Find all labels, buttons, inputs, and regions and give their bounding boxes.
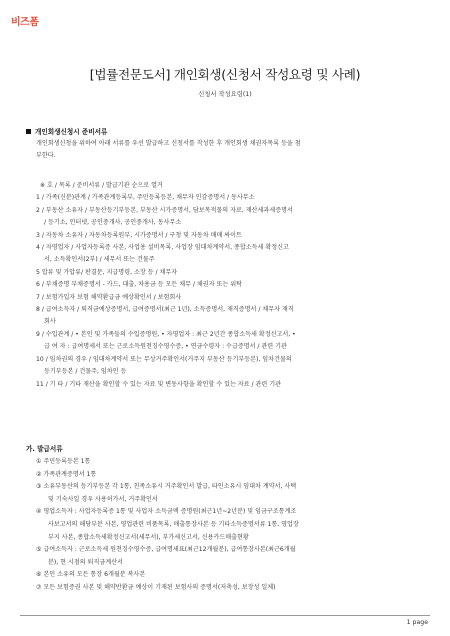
list-item: / 등기소, 인터넷, 공인중개사, 공인중개사, 동사무소 bbox=[44, 219, 182, 227]
list-item: ③ 소유부동산의 등기부등본 각 1통, 친족소유시 거주확인서 발급, 타인소유시 임대차 계약서, 사택 bbox=[36, 483, 297, 491]
list-item: 1 / 가족(신분)관계 / 가족관계등록부, 주민등록등본, 채무자 인감증명서 / 동사무소 bbox=[36, 194, 255, 202]
page-subtitle: 신청서 작성요령(1) bbox=[198, 91, 252, 98]
list-item: ① 주민등록등본 1통 bbox=[36, 458, 91, 465]
list-item: 6 / 부채증명 부채증명서 - 카드, 대출, 차용금 등 모든 채무 / 채권자 또는 위탁 bbox=[36, 281, 242, 289]
list-item: 9 / 수입관계 / • 본인 및 가족들의 수입증명원, • 자영업자 : 최근 2년간 종합소득세 확정신고서, • bbox=[36, 330, 296, 338]
list-item: ⑥ 본인 소유의 모든 통장 6개월분 복사본 bbox=[36, 571, 146, 579]
list-item: 7 / 보험가입자 보험 해약환급금 예상확인서 / 보험회사 bbox=[36, 293, 182, 301]
list-item: 분), 현 시점의 퇴직금계산서 bbox=[48, 558, 123, 566]
issued-docs-list bbox=[36, 456, 428, 595]
intro-line: 부한다. bbox=[36, 152, 56, 159]
list-item: 4 / 자영업자 / 사업자등록증 사본, 사업용 설비목록, 사업장 임대차계약서, 종합소득세 확정신고 bbox=[36, 244, 289, 252]
list-note: ※ 호 / 목록 / 준비서류 / 발급기관 순으로 열거 bbox=[40, 182, 163, 189]
list-item: 부지 사본, 종합소득세확정신고서(세무서), 부가세신고서, 신용카드매출현황 bbox=[48, 533, 249, 541]
list-item: 서, 소득확인서(2부) / 세무서 또는 건물주 bbox=[44, 256, 155, 264]
bizforms-logo: 비즈폼 bbox=[11, 17, 39, 28]
section-heading-required-docs bbox=[26, 126, 107, 136]
intro-paragraph bbox=[36, 138, 424, 162]
list-item: ⑦ 모든 보험증권 사본 및 해약반환금 예상이 기재된 보험사의 증명서(저축성, 보장성 일체) bbox=[36, 583, 276, 591]
section-heading-issued-docs: 가. 발급서류 bbox=[26, 445, 63, 453]
list-item: 5 압류 및 가압류/ 판결문, 지급명령, 소장 등 / 채무자 bbox=[36, 268, 178, 276]
list-item: ② 가족관계증명서 1통 bbox=[36, 470, 97, 478]
list-item: 급 여 자 : 급여명세서 또는 근로소득원천징수영수증, • 연금수령자 : 수급증명서 / 관련 기관 bbox=[44, 343, 287, 351]
list-item: 등기부등본 / 건물주, 임차인 등 bbox=[44, 368, 127, 376]
list-item: ⑤ 급여소득자 : 근로소득세 원천징수영수증, 급여명세표(최근12개월분), 급여통장사본(최근6개월 bbox=[36, 546, 296, 554]
list-item: 및 기숙사일 경우 사용허가서, 거주확인서 bbox=[48, 495, 158, 503]
page-number: 1 page bbox=[406, 619, 428, 626]
list-item: 10 / 임차권의 경우 / 임대차계약서 또는 무상거주확인서(거주지 부동산 등기부등본), 임차건물의 bbox=[36, 355, 292, 363]
required-docs-list bbox=[36, 180, 426, 391]
list-item: 2 / 부동산 소유자 / 부동산등기부등본, 부동산 시가증명서, 담보목적물의 자료, 재산세과세증명서 bbox=[36, 206, 293, 214]
list-item: ④ 영업소득자 : 사업자등록증 1통 및 사업자 소득금액 증명원(최근1년~2년분) 및 임금구조통계조 bbox=[36, 508, 297, 516]
footer-divider bbox=[20, 615, 430, 616]
list-item: 사보고서의 해당부분 사본, 영업관련 비품목록, 매출통장사본 등 기타소득증명서류 1통, 영업장 bbox=[48, 520, 299, 528]
section-heading-label: 개인회생신청시 준비서류 bbox=[35, 128, 108, 136]
intro-line: 개인회생신청을 위하여 아래 서류를 우선 발급하고 신청서를 작성한 후 개인회생 채권자목록 등을 첨 bbox=[36, 140, 301, 147]
list-item: 회사 bbox=[44, 318, 56, 326]
list-item: 11 / 기 타 / 기타 재산을 확인할 수 있는 자료 및 변동사항을 확인할 수 있는 자료 / 관련 기관 bbox=[36, 380, 281, 388]
page-title: [법률전문도서] 개인회생(신청서 작성요령 및 사례) bbox=[89, 67, 361, 82]
list-item: 3 / 자동차 소유자 / 자동차등록원부, 시가증명서 / 구청 및 자동차 매매 싸이트 bbox=[36, 231, 242, 239]
square-bullet-icon bbox=[26, 129, 31, 134]
list-item: 8 / 급여소득자 / 퇴직금예상증명서, 급여증명서(최근 1년), 소득증명서, 재직증명서 / 채무자 재직 bbox=[36, 306, 294, 314]
